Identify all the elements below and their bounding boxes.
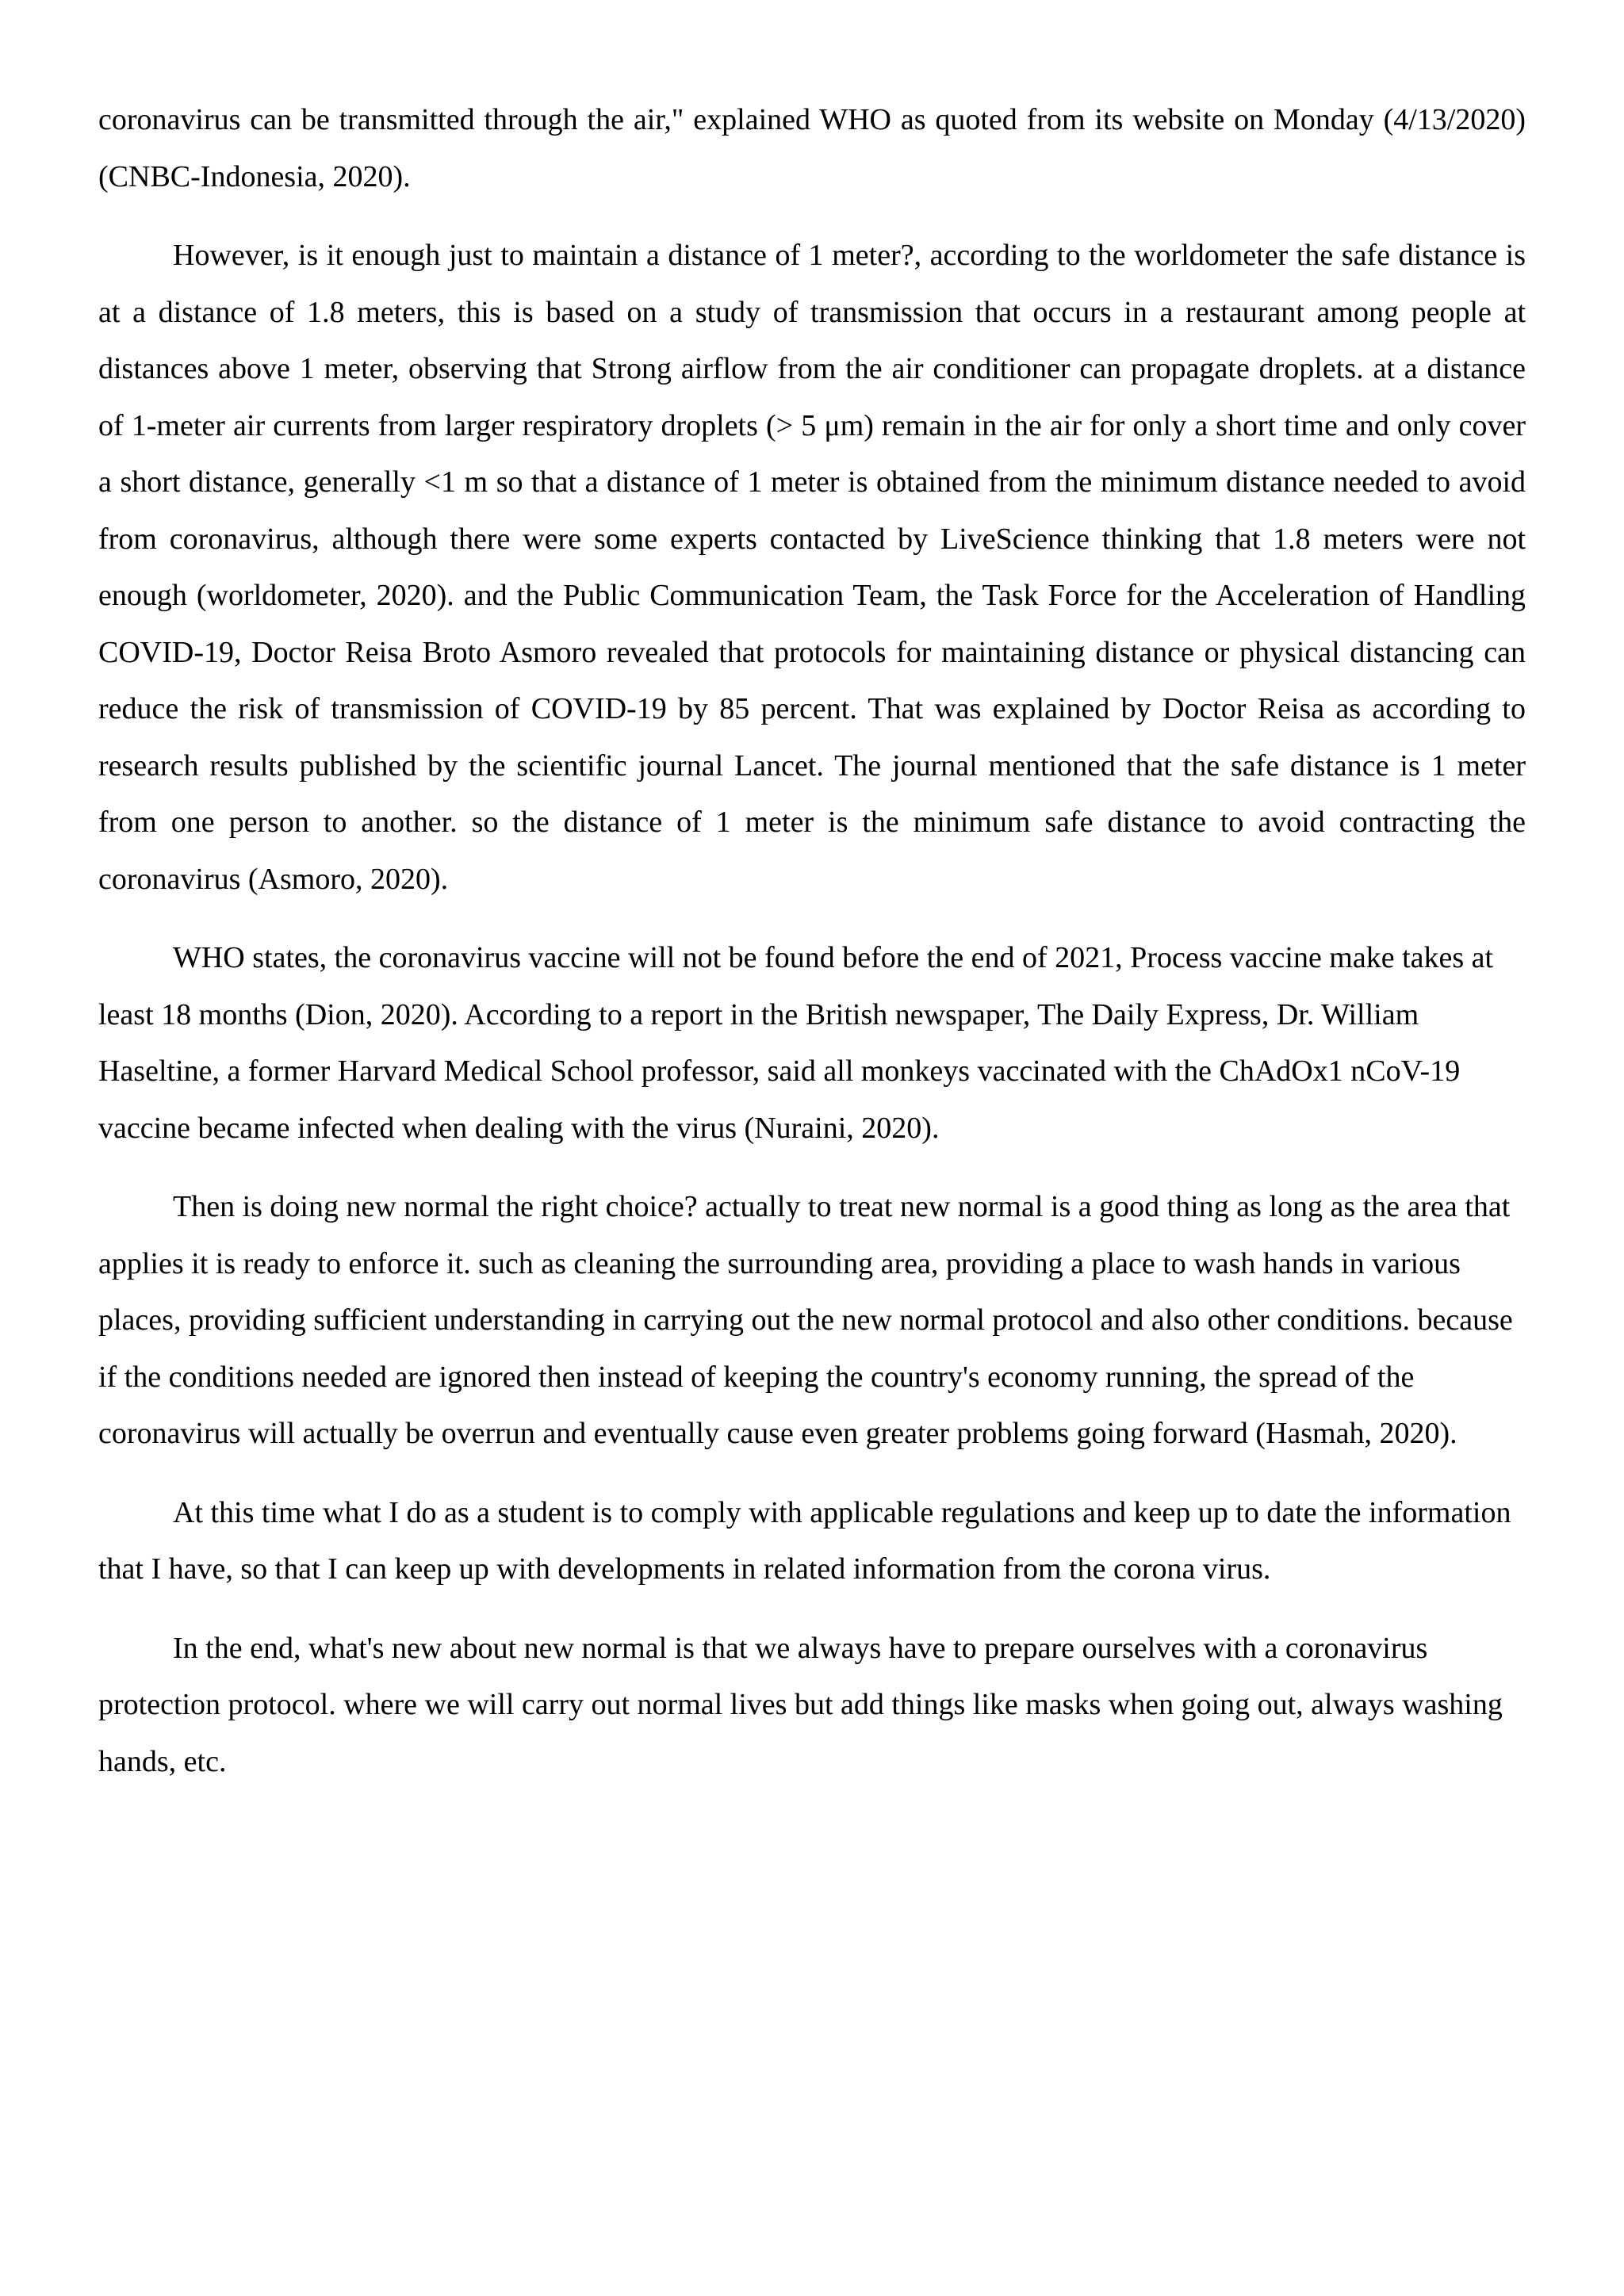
- paragraph-5: At this time what I do as a student is to comply with applicable regulations and keep up to date the information that I have, so that I can keep up with developments in related information from the corona virus.: [98, 1495, 1511, 1586]
- document-body: [98, 92, 1526, 1812]
- paragraph-4: Then is doing new normal the right choice? actually to treat new normal is a good thing as long as the area that applies it is ready to enforce it. such as cleaning the surrounding area, providing a place to wash hands in various places, providing sufficient understanding in carrying out the new normal protocol and also other conditions. because if the conditions needed are ignored then instead of keeping the country's economy running, the spread of the coronavirus will actually be overrun and eventually cause even greater problems going forward (Hasmah, 2020).: [98, 1190, 1513, 1450]
- paragraph-3: WHO states, the coronavirus vaccine will not be found before the end of 2021, Process vaccine make takes at least 18 months (Dion, 2020). According to a report in the British newspaper, The Daily Express, Dr. William Haseltine, a former Harvard Medical School professor, said all monkeys vaccinated with the ChAdOx1 nCoV-19 vaccine became infected when dealing with the virus (Nuraini, 2020).: [98, 941, 1494, 1145]
- paragraph-2: However, is it enough just to maintain a distance of 1 meter?, according to the worldometer the safe distance is at a distance of 1.8 meters, this is based on a study of transmission that occurs in a restaurant among people at distances above 1 meter, observing that Strong airflow from the air conditioner can propagate droplets. at a distance of 1-meter air currents from larger respiratory droplets (> 5 μm) remain in the air for only a short time and only cover a short distance, generally <1 m so that a distance of 1 meter is obtained from the minimum distance needed to avoid from coronavirus, although there were some experts contacted by LiveScience thinking that 1.8 meters were not enough (worldometer, 2020). and the Public Communication Team, the Task Force for the Acceleration of Handling COVID-19, Doctor Reisa Broto Asmoro revealed that protocols for maintaining distance or physical distancing can reduce the risk of transmission of COVID-19 by 85 percent. That was explained by Doctor Reisa as according to research results published by the scientific journal Lancet. The journal mentioned that the safe distance is 1 meter from one person to another. so the distance of 1 meter is the minimum safe distance to avoid contracting the coronavirus (Asmoro, 2020).: [98, 239, 1526, 896]
- paragraph-6: In the end, what's new about new normal is that we always have to prepare ourselves with a coronavirus protection protocol. where we will carry out normal lives but add things like masks when going out, always washing hands, etc.: [98, 1631, 1503, 1778]
- paragraph-1: coronavirus can be transmitted through the air," explained WHO as quoted from its website on Monday (4/13/2020) (CNBC-Indonesia, 2020).: [98, 103, 1526, 193]
